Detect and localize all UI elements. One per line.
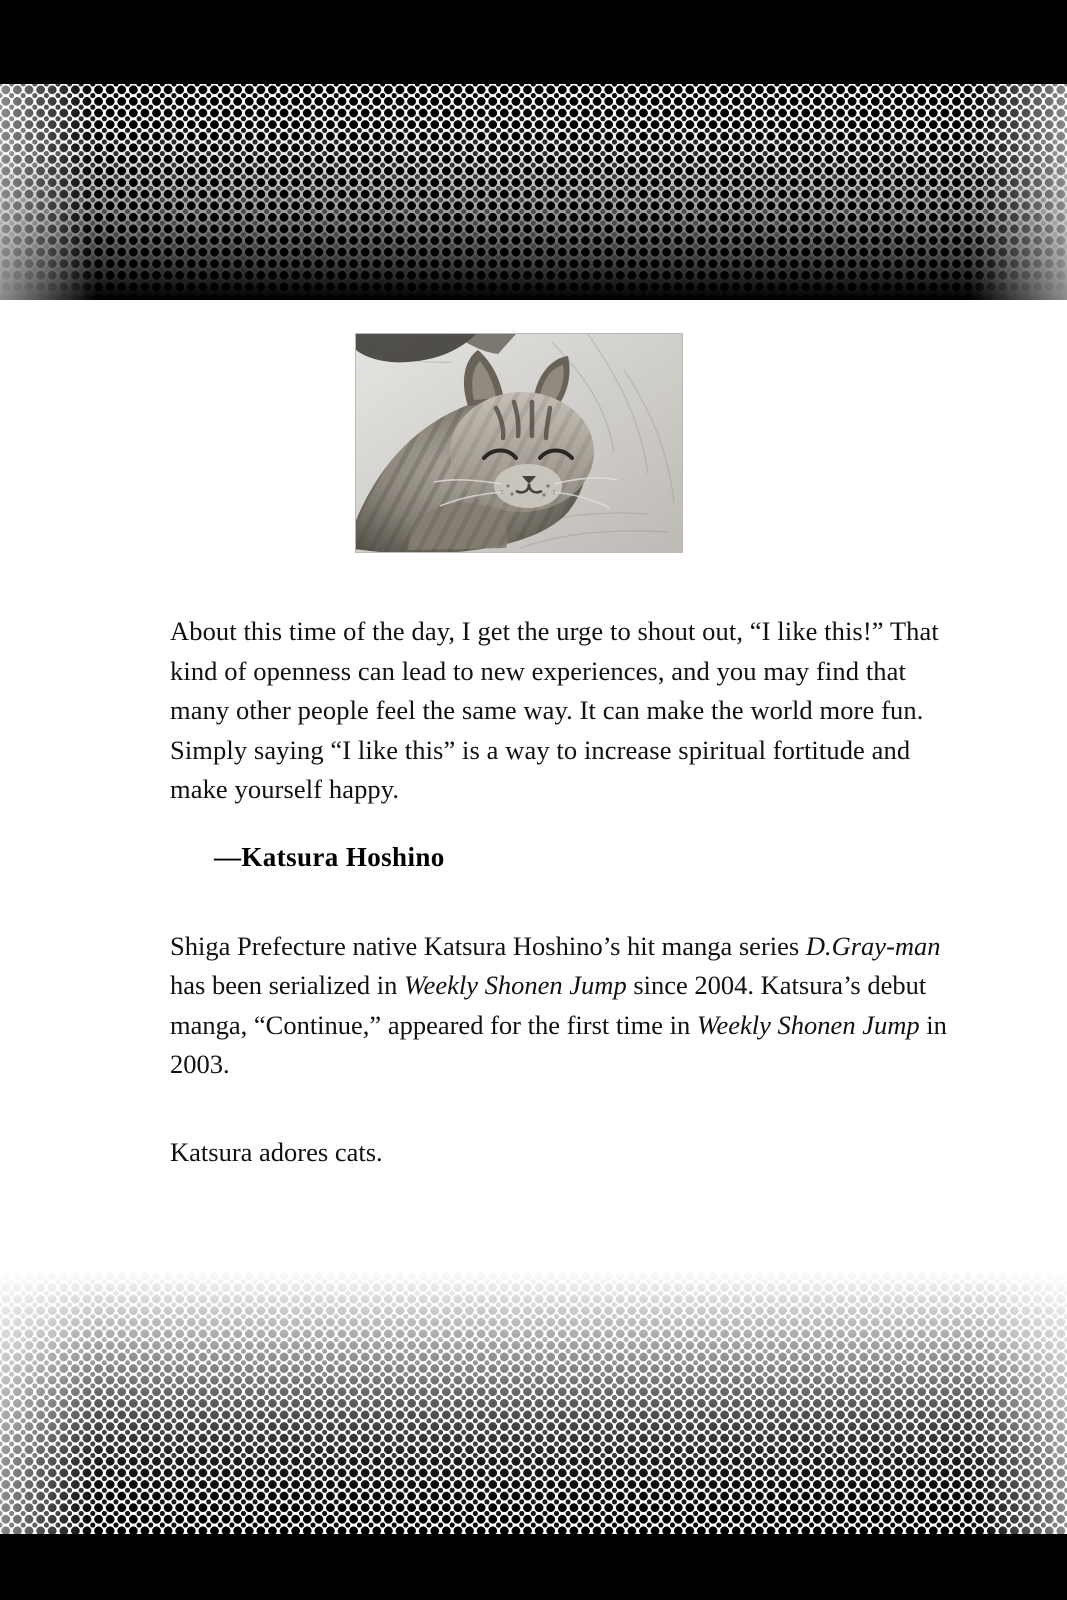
bio-text-part4: in 2003. bbox=[170, 1009, 947, 1079]
author-quote: About this time of the day, I get the urge to shout out, “I like this!” That kind of openness can lead to new experiences, and you may find that many other people feel the same way. It can make the world more fun. Simply saying “I like this” is a way to increase spiritual fortitude and make yourself happy. bbox=[170, 616, 939, 804]
bottom-halftone-dots-small bbox=[0, 1270, 1067, 1538]
top-halftone-dots-small bbox=[0, 84, 1067, 300]
top-solid-bar bbox=[0, 0, 1067, 88]
magazine-name-first: Weekly Shonen Jump bbox=[403, 970, 627, 1000]
cat-photo-icon bbox=[356, 334, 682, 552]
bottom-halftone-dots-large bbox=[0, 1270, 1067, 1538]
author-bio bbox=[170, 927, 960, 1085]
author-attribution: —Katsura Hoshino bbox=[214, 841, 445, 872]
magazine-name-second: Weekly Shonen Jump bbox=[696, 1009, 920, 1040]
bottom-solid-bar bbox=[0, 1534, 1067, 1600]
top-halftone-dots-large bbox=[0, 84, 1067, 300]
top-halftone-edge-fade bbox=[0, 84, 1067, 300]
bottom-halftone-edge-fade bbox=[0, 1270, 1067, 1538]
top-halftone-band bbox=[0, 0, 1067, 300]
author-note-content bbox=[170, 612, 960, 1172]
bottom-halftone-band bbox=[0, 1270, 1067, 1600]
bio-text-part2: has been serialized in bbox=[170, 970, 404, 1000]
author-closing-line: Katsura adores cats. bbox=[170, 1136, 383, 1167]
author-cat-photo-frame bbox=[355, 333, 683, 553]
bio-text-part3: since 2004. Katsura’s debut manga, “Continue,” appeared for the first time in bbox=[170, 970, 927, 1040]
bio-text-part1: Shiga Prefecture native Katsura Hoshino’s hit manga series bbox=[170, 930, 806, 961]
series-title: D.Gray-man bbox=[805, 930, 941, 961]
